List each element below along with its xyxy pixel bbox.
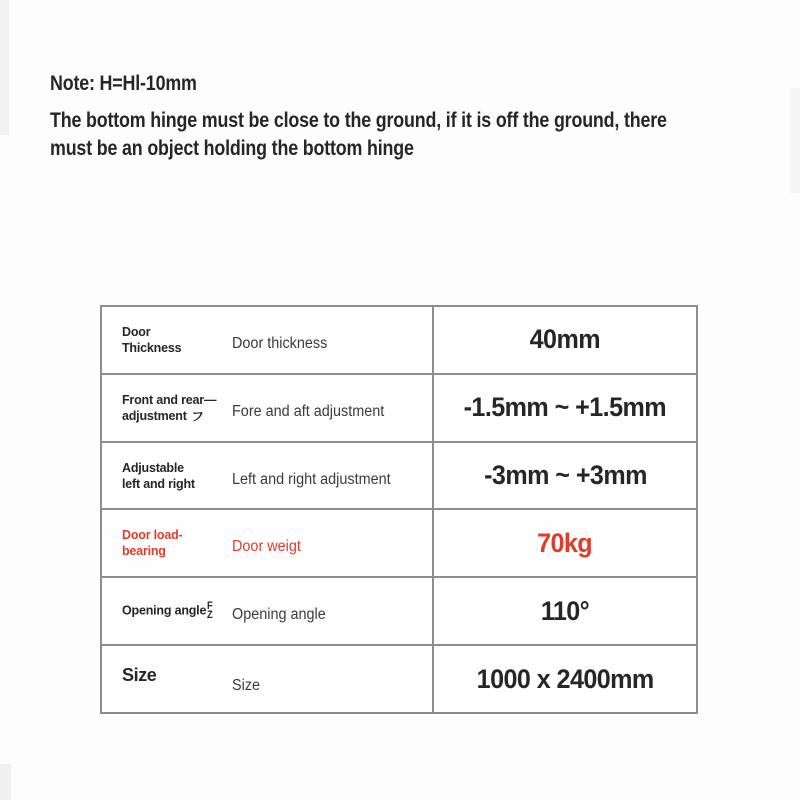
spec-table — [100, 305, 698, 714]
row-label-primary-line: adjustment フ — [122, 408, 204, 424]
row-value-text: -1.5mm ~ +1.5mm — [463, 392, 667, 423]
row-label-primary-line: Door — [122, 324, 151, 339]
row-value-text: 70kg — [537, 527, 593, 558]
table-row — [102, 644, 696, 712]
table-row — [102, 307, 696, 373]
row-label-primary-line: Opening angle F Z — [122, 600, 213, 622]
row-label-primary-line: Size — [122, 665, 157, 686]
row-value — [432, 375, 696, 441]
row-value — [432, 510, 696, 576]
row-value-text: -3mm ~ +3mm — [483, 460, 647, 491]
row-value — [432, 443, 696, 509]
row-label-cell — [102, 578, 432, 644]
row-label-primary — [122, 602, 232, 620]
row-label-primary — [122, 665, 232, 685]
row-label-primary-line: Front and rear— — [122, 392, 217, 407]
row-label-primary-line: bearing — [122, 544, 166, 559]
table-row — [102, 373, 696, 441]
row-value-text: 1000 x 2400mm — [476, 663, 654, 694]
row-label-cell — [102, 443, 432, 509]
row-label-cell — [102, 510, 432, 576]
row-label-secondary: Left and right adjustment — [232, 470, 391, 488]
note-warning — [50, 107, 798, 163]
row-label-primary-line: left and right — [122, 476, 195, 491]
note-formula: Note: H=Hl-10mm — [50, 72, 197, 95]
row-label-secondary: Door weigt — [232, 538, 301, 556]
note-block — [50, 72, 798, 163]
row-label-primary — [122, 392, 232, 424]
table-row — [102, 508, 696, 576]
row-label-primary — [122, 527, 232, 559]
row-label-secondary: Opening angle — [232, 606, 326, 624]
row-value-text: 40mm — [529, 324, 601, 355]
row-label-primary — [122, 324, 232, 356]
hinge-glyph-icon: フ — [190, 408, 204, 424]
scan-artifact-bottom-left — [0, 764, 11, 800]
row-label-secondary: Door thickness — [232, 334, 328, 352]
row-label-primary-line: Adjustable — [122, 460, 184, 475]
row-label-primary-line: Thickness — [122, 340, 182, 355]
note-warning-line1: The bottom hinge must be close to the ground, if it is off the ground, there — [50, 109, 667, 132]
row-value — [432, 307, 696, 373]
row-label-cell — [102, 646, 432, 712]
row-value — [432, 578, 696, 644]
row-label-cell — [102, 375, 432, 441]
dash-artifact-icon: — — [203, 392, 217, 407]
row-value-text: 110° — [540, 595, 590, 626]
row-label-primary-line: Door load- — [122, 528, 183, 543]
table-row — [102, 576, 696, 644]
scan-artifact-left — [0, 0, 9, 135]
note-warning-line2: must be an object holding the bottom hinge — [50, 137, 414, 160]
angle-glyph-icon: F Z — [207, 600, 213, 622]
row-label-cell — [102, 307, 432, 373]
row-label-secondary: Size — [232, 677, 261, 695]
table-row — [102, 441, 696, 509]
row-value — [432, 646, 696, 712]
row-label-secondary: Fore and aft adjustment — [232, 402, 385, 420]
row-label-primary — [122, 460, 232, 492]
